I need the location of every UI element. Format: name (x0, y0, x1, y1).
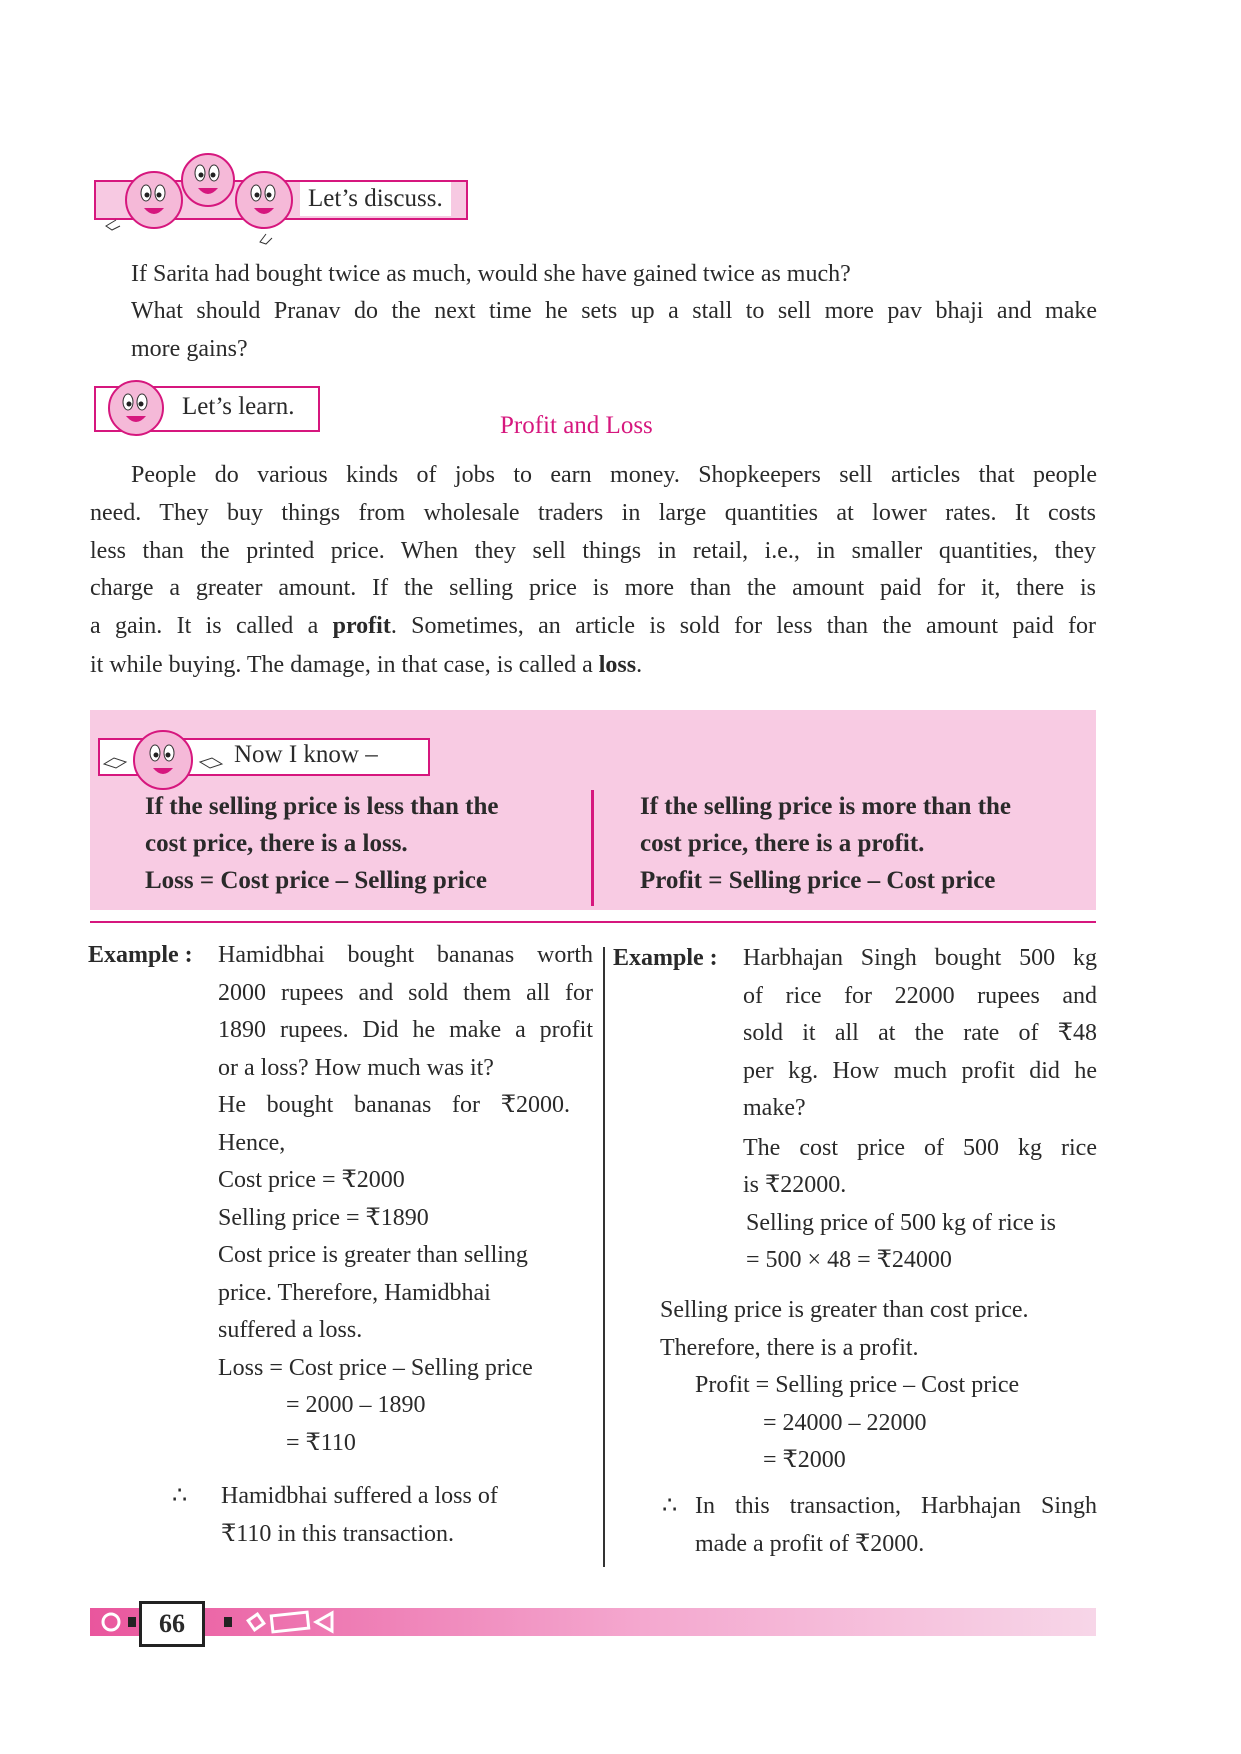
conclusion-line: ₹110 in this transaction. (221, 1520, 455, 1547)
ex-right-line: of rice for 22000 rupees and (743, 982, 1097, 1009)
ex-left-line: or a loss? How much was it? (218, 1054, 494, 1081)
learn-para-line-2: need. They buy things from wholesale traders in large quantities at lower rates. It costs (90, 500, 1096, 526)
column-divider (603, 947, 605, 1567)
learn-heading: Let’s learn. (174, 390, 302, 424)
ex-left-line: price. Therefore, Hamidbhai (218, 1279, 491, 1306)
ex-left-line: Hence, (218, 1129, 286, 1156)
know-right-line-2: cost price, there is a profit. (640, 830, 925, 857)
example-right-conclusion (695, 1488, 1097, 1563)
ex-right-line: The cost price of 500 kg rice (743, 1134, 1097, 1161)
profit-calc (695, 1367, 1019, 1480)
smiley-face-icon (98, 728, 228, 794)
discuss-line-3: more gains? (131, 336, 248, 362)
ex-right-line: = 500 × 48 = ₹24000 (746, 1247, 952, 1273)
example-right-body (743, 940, 1097, 1280)
know-right-rule (640, 788, 1011, 899)
therefore-symbol: ∴ (172, 1483, 188, 1509)
learn-para-line-6: it while buying. The damage, in that case, is called a loss. (90, 652, 643, 678)
learn-para-line-1: People do various kinds of jobs to earn money. Shopkeepers sell articles that people (131, 462, 1097, 488)
know-right-line-1: If the selling price is more than the (640, 793, 1012, 820)
example-right-label: Example : (613, 945, 718, 971)
learn-para-line-3: less than the printed price. When they sell things in retail, i.e., in smaller quantities, they (90, 538, 1096, 564)
example-left-body (218, 937, 593, 1462)
discuss-line-2: What should Pranav do the next time he sets up a stall to sell more pav bhaji and make (131, 298, 1097, 324)
learn-para-line-4: charge a greater amount. If the selling price is more than the amount paid for it, there is (90, 575, 1096, 601)
profit-formula: Profit = Selling price – Cost price (640, 867, 996, 894)
term-profit: profit (332, 613, 391, 639)
profit-calc-line: Profit = Selling price – Cost price (695, 1372, 1020, 1398)
selling-price-line: Selling price = ₹1890 (218, 1204, 429, 1231)
know-heading: Now I know – (234, 741, 378, 768)
ex-left-line: Hamidbhai bought bananas worth (218, 942, 593, 968)
term-loss: loss (598, 652, 637, 678)
ex-right-line: make? (743, 1095, 806, 1121)
conclusion-line: In this transaction, Harbhajan Singh (695, 1493, 1097, 1519)
loss-formula: Loss = Cost price – Selling price (145, 867, 488, 894)
know-left-rule (145, 788, 498, 899)
ex-left-line: 2000 rupees and sold them all for (218, 979, 593, 1006)
conclusion-line: made a profit of ₹2000. (695, 1530, 925, 1557)
reasoning-line: Therefore, there is a profit. (660, 1334, 919, 1361)
smiley-face-icon (100, 378, 172, 438)
learn-para-line-5: a gain. It is called a profit. Sometimes, an article is sold for less than the amount paid for (90, 613, 1097, 639)
loss-calc-line: Loss = Cost price – Selling price (218, 1354, 533, 1381)
page-number: 66 (139, 1601, 205, 1647)
ex-right-line: is ₹22000. (743, 1172, 847, 1198)
example-left-label: Example : (88, 942, 193, 968)
ex-right-line: per kg. How much profit did he (743, 1057, 1097, 1084)
loss-calc-line: = 2000 – 1890 (286, 1392, 426, 1418)
ex-left-line: suffered a loss. (218, 1317, 363, 1343)
example-left-conclusion (221, 1478, 498, 1553)
cost-price-line: Cost price = ₹2000 (218, 1167, 405, 1193)
ex-right-line: sold it all at the rate of ₹48 (743, 1020, 1097, 1046)
discuss-heading: Let’s discuss. (300, 182, 451, 216)
ex-left-line: Cost price is greater than selling (218, 1242, 528, 1268)
profit-calc-line: = ₹2000 (763, 1447, 846, 1473)
ex-right-line: Harbhajan Singh bought 500 kg (743, 945, 1097, 971)
section-divider (90, 921, 1096, 923)
discuss-line-1: If Sarita had bought twice as much, would she have gained twice as much? (131, 261, 851, 287)
loss-calc-line: = ₹110 (286, 1429, 356, 1456)
conclusion-line: Hamidbhai suffered a loss of (221, 1483, 498, 1509)
ex-left-line: He bought bananas for ₹2000. (218, 1092, 570, 1118)
footer-shapes-icon (98, 1609, 338, 1635)
section-title: Profit and Loss (500, 412, 653, 439)
know-left-line-2: cost price, there is a loss. (145, 830, 408, 857)
ex-right-line: Selling price of 500 kg of rice is (746, 1209, 1056, 1236)
know-divider (591, 790, 594, 906)
example-right-reasoning (660, 1292, 1029, 1367)
know-left-line-1: If the selling price is less than the (145, 793, 499, 820)
ex-left-line: 1890 rupees. Did he make a profit (218, 1017, 593, 1043)
smiley-faces-icon (96, 148, 306, 248)
reasoning-line: Selling price is greater than cost price. (660, 1297, 1029, 1323)
profit-calc-line: = 24000 – 22000 (763, 1409, 927, 1436)
therefore-symbol: ∴ (662, 1493, 678, 1519)
